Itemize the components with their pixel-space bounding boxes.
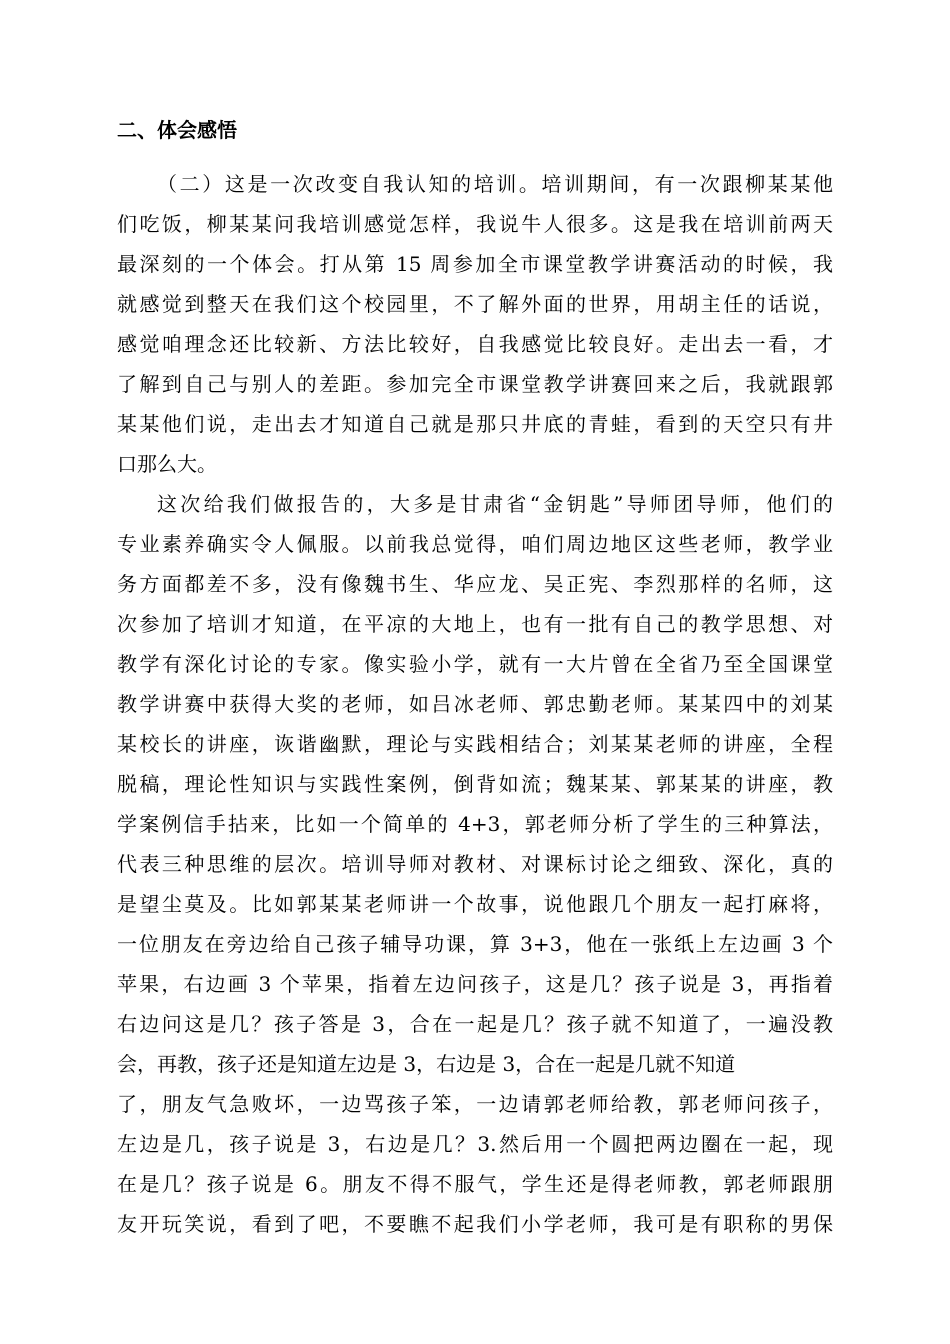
paragraph-line: 了解到自己与别人的差距。参加完全市课堂教学讲赛回来之后，我就跟郭 [117,372,833,396]
paragraph-line: 苹果，右边画 3 个苹果，指着左边问孩子，这是几？孩子说是 3，再指着 [117,972,833,996]
paragraph-line: 某校长的讲座，诙谐幽默，理论与实践相结合；刘某某老师的讲座，全程 [117,732,833,756]
section-heading: 二、体会感悟 [117,118,237,142]
paragraph-line: （二）这是一次改变自我认知的培训。培训期间，有一次跟柳某某他 [157,172,833,196]
paragraph-line: 一位朋友在旁边给自己孩子辅导功课，算 3+3，他在一张纸上左边画 3 个 [117,932,833,956]
paragraph-line: 会，再教，孩子还是知道左边是 3，右边是 3，合在一起是几就不知道 [117,1052,736,1076]
paragraph-line: 脱稿，理论性知识与实践性案例，倒背如流；魏某某、郭某某的讲座，教 [117,772,833,796]
paragraph-self-awareness [117,164,833,484]
paragraph-line: 友开玩笑说，看到了吧，不要瞧不起我们小学老师，我可是有职称的男保 [117,1212,833,1236]
paragraph-line: 口那么大。 [117,452,217,476]
paragraph-line: 在是几？孩子说是 6。朋友不得不服气，学生还是得老师教，郭老师跟朋 [117,1172,833,1196]
paragraph-line: 专业素养确实令人佩服。以前我总觉得，咱们周边地区这些老师，教学业 [117,532,833,556]
paragraph-line: 右边问这是几？孩子答是 3，合在一起是几？孩子就不知道了，一遍没教 [117,1012,833,1036]
paragraph-line: 感觉咱理念还比较新、方法比较好，自我感觉比较良好。走出去一看，才 [117,332,833,356]
paragraph-line: 代表三种思维的层次。培训导师对教材、对课标讨论之细致、深化，真的 [117,852,833,876]
paragraph-line: 教学有深化讨论的专家。像实验小学，就有一大片曾在全省乃至全国课堂 [117,652,833,676]
paragraph-line: 最深刻的一个体会。打从第 15 周参加全市课堂教学讲赛活动的时候，我 [117,252,833,276]
paragraph-line: 教学讲赛中获得大奖的老师，如吕冰老师、郭忠勤老师。某某四中的刘某 [117,692,833,716]
paragraph-line: 某某他们说，走出去才知道自己就是那只井底的青蛙，看到的天空只有井 [117,412,833,436]
paragraph-line: 这次给我们做报告的，大多是甘肃省“金钥匙”导师团导师，他们的 [157,492,833,516]
paragraph-line: 学案例信手拈来，比如一个简单的 4+3，郭老师分析了学生的三种算法， [117,812,833,836]
paragraph-line: 左边是几，孩子说是 3，右边是几？3.然后用一个圆把两边圈在一起，现 [117,1132,833,1156]
paragraph-line: 了，朋友气急败坏，一边骂孩子笨，一边请郭老师给教，郭老师问孩子， [117,1092,833,1116]
paragraph-line: 们吃饭，柳某某问我培训感觉怎样，我说牛人很多。这是我在培训前两天 [117,212,833,236]
paragraph-line: 就感觉到整天在我们这个校园里，不了解外面的世界，用胡主任的话说， [117,292,833,316]
paragraph-lecturers [117,484,833,1244]
paragraph-line: 务方面都差不多，没有像魏书生、华应龙、吴正宪、李烈那样的名师，这 [117,572,833,596]
paragraph-line: 是望尘莫及。比如郭某某老师讲一个故事，说他跟几个朋友一起打麻将， [117,892,833,916]
paragraph-line: 次参加了培训才知道，在平凉的大地上，也有一批有自己的教学思想、对 [117,612,833,636]
